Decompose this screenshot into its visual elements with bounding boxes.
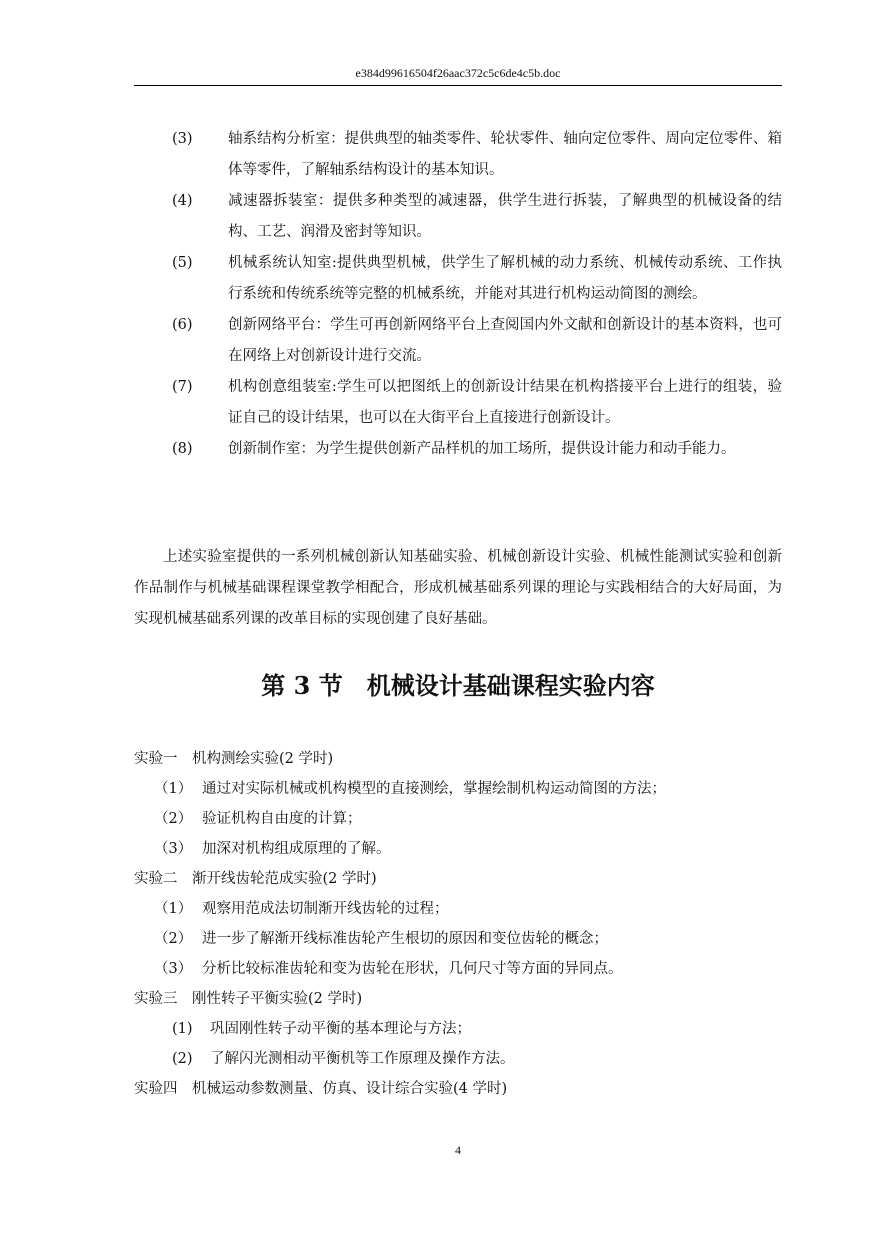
experiment-title: 实验二 渐开线齿轮范成实验(2 学时): [134, 871, 377, 887]
experiment-item-number: （2）: [154, 931, 193, 947]
experiment-item: [134, 894, 782, 924]
list-item: [134, 434, 782, 465]
section-title: 第 3 节 机械设计基础课程实验内容: [261, 671, 655, 700]
experiment-item-text: 进一步了解渐开线标准齿轮产生根切的原因和变位齿轮的概念；: [202, 931, 608, 947]
experiment-item: [134, 1044, 782, 1074]
list-item-text: 减速器拆装室：提供多种类型的减速器，供学生进行拆装，了解典型的机械设备的结构、工艺、润滑及密封等知识。: [228, 193, 782, 240]
summary-paragraph: 上述实验室提供的一系列机械创新认知基础实验、机械创新设计实验、机械性能测试实验和创新作品制作与机械基础课程课堂教学相配合，形成机械基础系列课的理论与实践相结合的大好局面，为实现机械基础系列课的改革目标的实现创建了良好基础。: [134, 549, 782, 627]
list-item: [134, 124, 782, 186]
list-item: [134, 372, 782, 434]
list-item-text: 轴系结构分析室：提供典型的轴类零件、轮状零件、轴向定位零件、周向定位零件、箱体等零件，了解轴系结构设计的基本知识。: [228, 131, 782, 178]
experiment-title: 实验四 机械运动参数测量、仿真、设计综合实验(4 学时): [134, 1081, 508, 1097]
experiment-item-text: 加深对机构组成原理的了解。: [202, 841, 391, 857]
experiment-item: [134, 954, 782, 984]
experiment-item-text: 验证机构自由度的计算；: [202, 811, 362, 827]
page-number: 4: [455, 1143, 461, 1157]
experiment-item-number: （3）: [154, 841, 193, 857]
experiment-item-number: (2): [172, 1051, 193, 1067]
list-item-text: 机械系统认知室:提供典型机械，供学生了解机械的动力系统、机械传动系统、工作执行系统和传统系统等完整的机械系统，并能对其进行机构运动简图的测绘。: [228, 255, 782, 302]
list-item-number: (4): [172, 193, 193, 209]
list-item-number: (6): [172, 317, 193, 333]
header-rule: [134, 85, 782, 86]
experiment-item-number: （1）: [154, 901, 193, 917]
list-item-number: (5): [172, 255, 193, 271]
lab-list: [134, 124, 782, 465]
experiment-list: [134, 744, 782, 1104]
experiment-title: 实验一 机构测绘实验(2 学时): [134, 751, 334, 767]
experiment-item: [134, 774, 782, 804]
experiment-item-number: （2）: [154, 811, 193, 827]
document-header-filename: e384d99616504f26aac372c5c6de4c5b.doc: [355, 66, 561, 80]
experiment-item-text: 观察用范成法切制渐开线齿轮的过程；: [202, 901, 449, 917]
experiment-item: [134, 924, 782, 954]
list-item-number: (7): [172, 379, 193, 395]
experiment-item-number: (1): [172, 1021, 193, 1037]
list-item: [134, 186, 782, 248]
list-item-number: (3): [172, 131, 193, 147]
experiment-item: [134, 1014, 782, 1044]
experiment-title: 实验三 刚性转子平衡实验(2 学时): [134, 991, 363, 1007]
list-item: [134, 248, 782, 310]
list-item: [134, 310, 782, 372]
experiment-item-number: （1）: [154, 781, 193, 797]
list-item-number: (8): [172, 441, 193, 457]
list-item-text: 创新制作室：为学生提供创新产品样机的加工场所，提供设计能力和动手能力。: [228, 441, 736, 457]
experiment-item-text: 巩固刚性转子动平衡的基本理论与方法；: [210, 1021, 471, 1037]
experiment-item-text: 了解闪光测相动平衡机等工作原理及操作方法。: [210, 1051, 515, 1067]
experiment-item: [134, 834, 782, 864]
list-item-text: 创新网络平台：学生可再创新网络平台上查阅国内外文献和创新设计的基本资料，也可在网络上对创新设计进行交流。: [228, 317, 782, 364]
experiment-item-number: （3）: [154, 961, 193, 977]
experiment-item-text: 通过对实际机械或机构模型的直接测绘，掌握绘制机构运动简图的方法；: [202, 781, 666, 797]
experiment-item: [134, 804, 782, 834]
list-item-text: 机构创意组装室:学生可以把图纸上的创新设计结果在机构搭接平台上进行的组装，验证自己的设计结果，也可以在大街平台上直接进行创新设计。: [228, 379, 782, 426]
experiment-item-text: 分析比较标准齿轮和变为齿轮在形状，几何尺寸等方面的异同点。: [202, 961, 623, 977]
